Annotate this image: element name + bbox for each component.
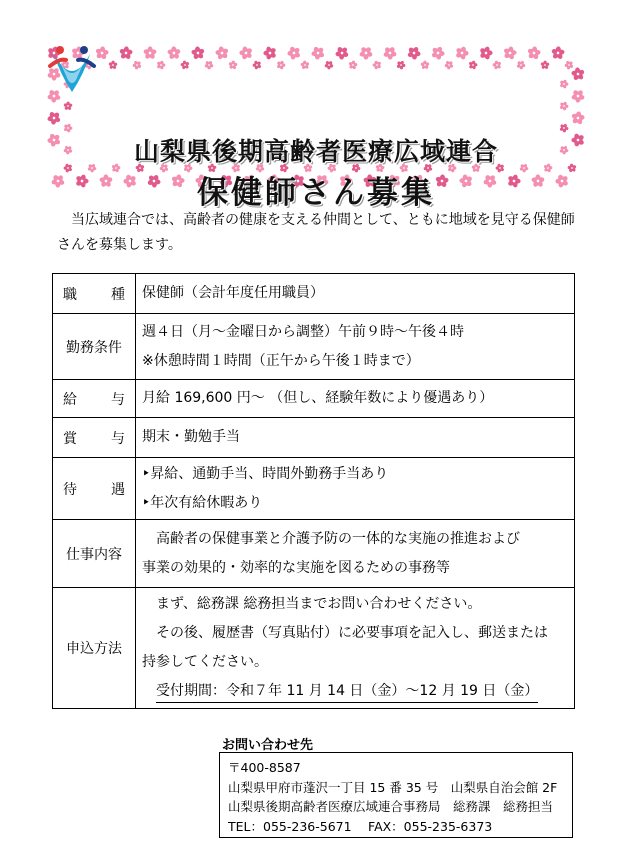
cherry-blossom-icon <box>516 59 527 70</box>
value-cell <box>136 314 575 380</box>
cherry-blossom-icon <box>167 46 182 60</box>
cherry-blossom-icon <box>189 44 207 62</box>
header-banner <box>46 44 586 211</box>
value-text: 保健師（会計年度任用職員） <box>142 285 324 301</box>
cherry-blossom-icon <box>275 59 287 71</box>
table-row-bonus <box>53 418 575 458</box>
value-text: その後、履歴書（写真貼付）に必要事項を記入し、郵送または <box>156 625 548 641</box>
label-text: 種 <box>111 286 125 303</box>
cherry-blossom-icon <box>467 58 480 71</box>
application-period: 受付期間：令和７年 11 月 14 日（金）～12 月 19 日（金） <box>156 680 538 703</box>
cherry-blossom-icon <box>308 44 327 63</box>
cherry-blossom-icon <box>429 44 447 62</box>
cherry-blossom-icon <box>359 46 373 60</box>
label-cell <box>53 314 136 380</box>
value-text: まず、総務課 総務担当までお問い合わせください。 <box>156 596 482 612</box>
value-text: 高齢者の保健事業と介護予防の一体的な実施の推進および <box>156 530 520 547</box>
cherry-blossom-icon <box>491 60 502 71</box>
cherry-blossom-icon <box>500 44 519 63</box>
label-cell <box>53 418 136 458</box>
value-text: ※休憩時間１時間（正午から午後１時まで） <box>142 352 420 369</box>
value-cell <box>136 274 575 314</box>
cherry-blossom-icon <box>395 59 407 72</box>
cherry-blossom-icon <box>116 44 135 63</box>
postal-code: 〒400-8587 <box>228 760 301 775</box>
cherry-blossom-icon <box>420 60 430 69</box>
cherry-blossom-icon <box>539 59 552 72</box>
cherry-blossom-icon <box>212 44 231 63</box>
phone-fax: TEL：055-236-5671 FAX：055-235-6373 <box>228 818 493 834</box>
cherry-blossom-icon <box>298 58 311 71</box>
cherry-blossom-icon <box>371 59 384 72</box>
office-name: 山梨県後期高齢者医療広域連合事務局 総務課 総務担当 <box>228 799 554 814</box>
cherry-blossom-icon <box>443 59 455 71</box>
cherry-blossom-icon <box>227 59 240 71</box>
cherry-blossom-icon <box>563 59 575 71</box>
contact-box <box>219 752 573 838</box>
cherry-blossom-icon <box>558 78 570 89</box>
cherry-blossom-icon <box>381 44 399 62</box>
value-text: 月給 169,600 円～ （但し、経験年数により優遇あり） <box>142 390 494 406</box>
value-text: 事業の効果的・効率的な実施を図るための事務等 <box>142 559 450 576</box>
label-text: 仕事内容 <box>66 546 122 563</box>
cherry-blossom-icon <box>141 44 158 62</box>
cherry-blossom-icon <box>570 66 586 82</box>
cherry-blossom-icon <box>252 60 262 70</box>
label-text: 与 <box>111 391 125 408</box>
label-text: 遇 <box>111 481 125 498</box>
cherry-blossom-icon <box>550 46 565 61</box>
cherry-blossom-icon <box>155 59 167 70</box>
label-cell <box>53 588 136 709</box>
label-text: 勤務条件 <box>66 339 122 356</box>
cherry-blossom-icon <box>525 44 543 62</box>
label-text: 職 <box>63 286 77 303</box>
value-cell <box>136 520 575 588</box>
cherry-blossom-icon <box>107 59 119 71</box>
cherry-blossom-icon <box>404 44 423 63</box>
value-cell <box>136 418 575 458</box>
cherry-blossom-icon <box>46 108 64 127</box>
cherry-blossom-icon <box>63 101 73 110</box>
table-row-salary <box>53 380 575 418</box>
table-row-job-type <box>53 274 575 314</box>
table-row-benefits <box>53 458 575 520</box>
label-text: 申込方法 <box>66 641 122 657</box>
label-text: 与 <box>111 430 125 447</box>
cherry-blossom-icon <box>558 100 571 113</box>
label-cell <box>53 458 136 520</box>
recruitment-title: 保健師さん募集 <box>197 175 435 211</box>
label-cell <box>53 520 136 588</box>
table-row-duties <box>53 520 575 588</box>
label-text: 賞 <box>63 430 77 447</box>
cherry-blossom-icon <box>477 44 495 61</box>
cherry-blossom-icon <box>130 59 143 72</box>
value-text: 持参してください。 <box>142 654 268 670</box>
cherry-blossom-icon <box>323 59 334 71</box>
label-text: 給 <box>63 391 77 408</box>
cherry-blossom-icon <box>570 110 586 125</box>
cherry-blossom-icon <box>285 44 303 62</box>
table-row-working-conditions <box>53 314 575 380</box>
table-row-application <box>53 588 575 709</box>
value-cell <box>136 458 575 520</box>
cherry-blossom-icon <box>568 87 586 106</box>
cherry-blossom-icon <box>203 59 216 72</box>
label-cell <box>53 380 136 418</box>
cherry-blossom-icon <box>263 46 277 60</box>
cherry-blossom-icon <box>348 60 359 70</box>
contact-heading: お問い合わせ先 <box>222 738 314 753</box>
address: 山梨県甲府市蓬沢一丁目 15 番 35 号 山梨県自治会館 2F <box>228 779 558 795</box>
label-text: 待 <box>63 481 77 498</box>
cherry-blossom-icon <box>237 44 255 62</box>
two-figures-logo-icon <box>46 44 98 96</box>
value-text: 週４日（月～金曜日から調整）午前９時～午後４時 <box>142 323 464 340</box>
value-text: ‣昇給、通勤手当、時間外勤務手当あり <box>142 465 389 482</box>
value-text: 期末・勤勉手当 <box>142 429 240 445</box>
job-details-table <box>52 273 575 709</box>
value-cell <box>136 380 575 418</box>
label-cell <box>53 274 136 314</box>
cherry-blossom-icon <box>180 60 190 71</box>
value-cell <box>136 588 575 709</box>
cherry-blossom-icon <box>333 44 351 62</box>
organization-title: 山梨県後期高齢者医療広域連合 <box>133 137 498 166</box>
cherry-blossom-icon <box>455 46 469 61</box>
value-text: ‣年次有給休暇あり <box>142 494 263 511</box>
intro-paragraph: 当広域連合では、高齢者の健康を支える仲間として、ともに地域を見守る保健師さんを募集します。 <box>57 212 575 253</box>
